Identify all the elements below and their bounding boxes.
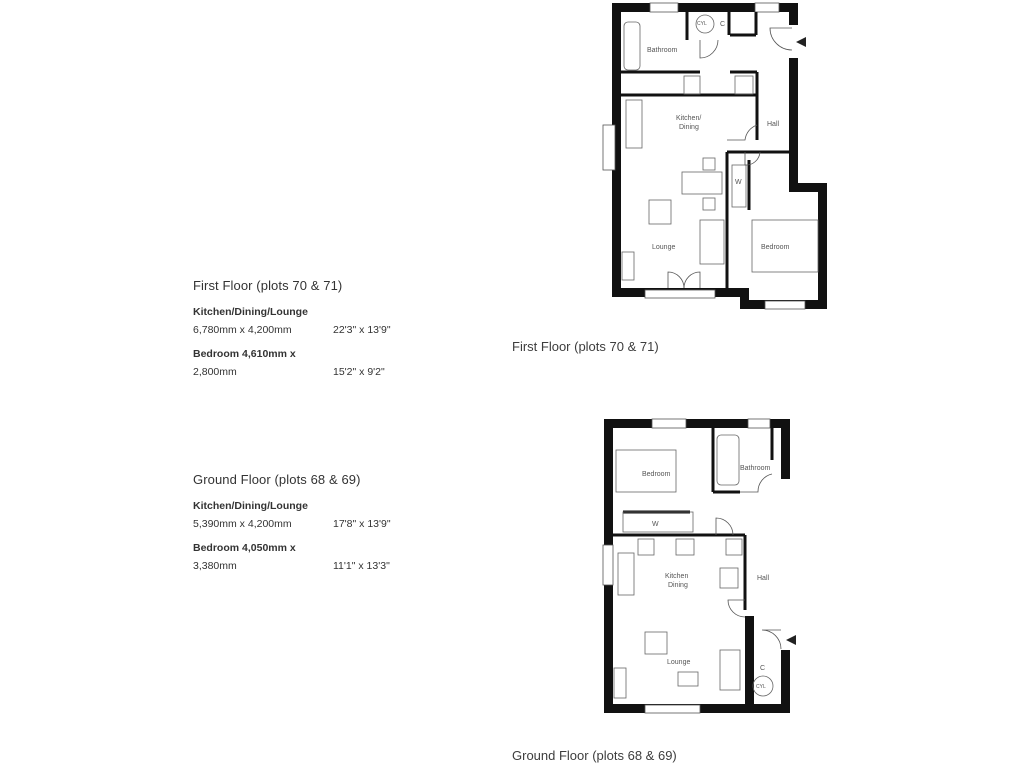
ff-door-bath: [700, 40, 718, 58]
ff-window-lounge: [645, 290, 715, 298]
ground-floor-bedroom-label: Bedroom 4,050mm x: [193, 542, 296, 554]
gf-tv-unit: [614, 668, 626, 698]
gf-coffee-table: [678, 672, 698, 686]
gf-door-kitchen: [728, 600, 745, 617]
first-floor-kitchen-label: Kitchen/Dining/Lounge: [193, 306, 308, 318]
ground-floor-kitchen-metric: 5,390mm x 4,200mm: [193, 518, 292, 530]
ground-floor-plan-caption: Ground Floor (plots 68 & 69): [512, 748, 677, 763]
first-floor-kitchen-imperial: 22'3" x 13'9": [333, 324, 391, 336]
ff-armchair: [649, 200, 671, 224]
ff-label-hall: Hall: [767, 121, 780, 128]
ff-chair-1: [703, 158, 715, 170]
first-floor-walls: [612, 3, 827, 309]
ff-label-kitchen-1: Kitchen/: [676, 115, 702, 122]
gf-window-lounge: [645, 705, 700, 713]
gf-sofa: [720, 650, 740, 690]
gf-label-kitchen-1: Kitchen: [665, 573, 689, 580]
gf-hob: [676, 539, 694, 555]
ff-label-wardrobe: W: [735, 179, 742, 186]
ff-label-kitchen-2: Dining: [679, 124, 699, 131]
ff-table: [682, 172, 722, 194]
ground-floor-kitchen-label: Kitchen/Dining/Lounge: [193, 500, 308, 512]
first-floor-windows: [603, 3, 805, 309]
ff-window-bay: [603, 125, 615, 170]
ff-sofa: [700, 220, 724, 264]
ff-label-lounge: Lounge: [652, 244, 676, 251]
ground-floor-plan: [603, 419, 796, 713]
gf-label-cupboard: C: [760, 665, 766, 672]
ff-wall-south-jog: [740, 288, 749, 309]
gf-label-cylinder: CYL: [756, 684, 766, 690]
gf-window-2: [748, 419, 770, 428]
gf-door-bedroom: [716, 518, 733, 535]
gf-wall-east-upper: [781, 419, 790, 479]
gf-label-bedroom: Bedroom: [642, 471, 671, 478]
ff-label-cylinder: CYL: [697, 21, 707, 27]
gf-wall-hall-cupboard: [745, 616, 754, 713]
ground-floor-bedroom-imperial: 11'1" x 13'3": [333, 560, 390, 572]
ff-wall-east-lower: [818, 183, 827, 309]
gf-label-wardrobe: W: [652, 521, 659, 528]
ff-window-1: [650, 3, 678, 12]
ff-chair-2: [703, 198, 715, 210]
gf-label-hall: Hall: [757, 575, 770, 582]
gf-worktop: [618, 553, 634, 595]
first-floor-spec-title: First Floor (plots 70 & 71): [193, 278, 343, 293]
ff-wall-north-east: [789, 3, 798, 25]
ff-entrance-arrow: [796, 37, 806, 47]
ff-unit: [735, 76, 753, 94]
gf-door-entrance: [762, 630, 781, 649]
ff-door-balcony-2: [684, 272, 700, 288]
gf-label-lounge: Lounge: [667, 659, 691, 666]
ground-floor-partitions: [613, 428, 772, 610]
gf-bath: [717, 435, 739, 485]
ground-floor-spec-title: Ground Floor (plots 68 & 69): [193, 472, 361, 487]
ff-hob: [684, 76, 700, 94]
gf-label-bathroom: Bathroom: [740, 465, 771, 472]
ff-door-kitchen: [727, 125, 757, 140]
ff-bath: [624, 22, 640, 70]
first-floor-bedroom-imperial: 15'2" x 9'2": [333, 366, 385, 378]
first-floor-kitchen-metric: 6,780mm x 4,200mm: [193, 324, 292, 336]
ff-window-2: [755, 3, 779, 12]
ground-floor-bedroom-metric: 3,380mm: [193, 560, 237, 572]
ff-label-bathroom: Bathroom: [647, 47, 678, 54]
ff-door-balcony-1: [668, 272, 684, 288]
ff-worktop: [626, 100, 642, 148]
ff-tv-unit: [622, 252, 634, 280]
gf-door-bath: [740, 474, 772, 492]
ff-door-entrance: [770, 28, 792, 50]
gf-label-kitchen-2: Dining: [668, 582, 688, 589]
ff-label-bedroom: Bedroom: [761, 244, 790, 251]
gf-unit-1: [638, 539, 654, 555]
first-floor-bedroom-label: Bedroom 4,610mm x: [193, 348, 296, 360]
ff-door-bedroom: [745, 152, 760, 165]
ff-window-bedroom: [765, 301, 805, 309]
ff-label-cupboard: C: [720, 21, 726, 28]
first-floor-plan-caption: First Floor (plots 70 & 71): [512, 339, 659, 354]
gf-window-bay: [603, 545, 613, 585]
ground-floor-kitchen-imperial: 17'8" x 13'9": [333, 518, 391, 530]
gf-unit-2: [726, 539, 742, 555]
ff-wall-east-upper: [789, 58, 798, 184]
ff-wardrobe: [732, 165, 746, 207]
gf-wall-east-lower: [781, 650, 790, 713]
gf-armchair: [645, 632, 667, 654]
gf-table: [720, 568, 738, 588]
first-floor-furniture: [622, 15, 818, 280]
first-floor-bedroom-metric: 2,800mm: [193, 366, 237, 378]
first-floor-plan: [603, 3, 827, 309]
gf-entrance-arrow: [786, 635, 796, 645]
gf-window-1: [652, 419, 686, 428]
